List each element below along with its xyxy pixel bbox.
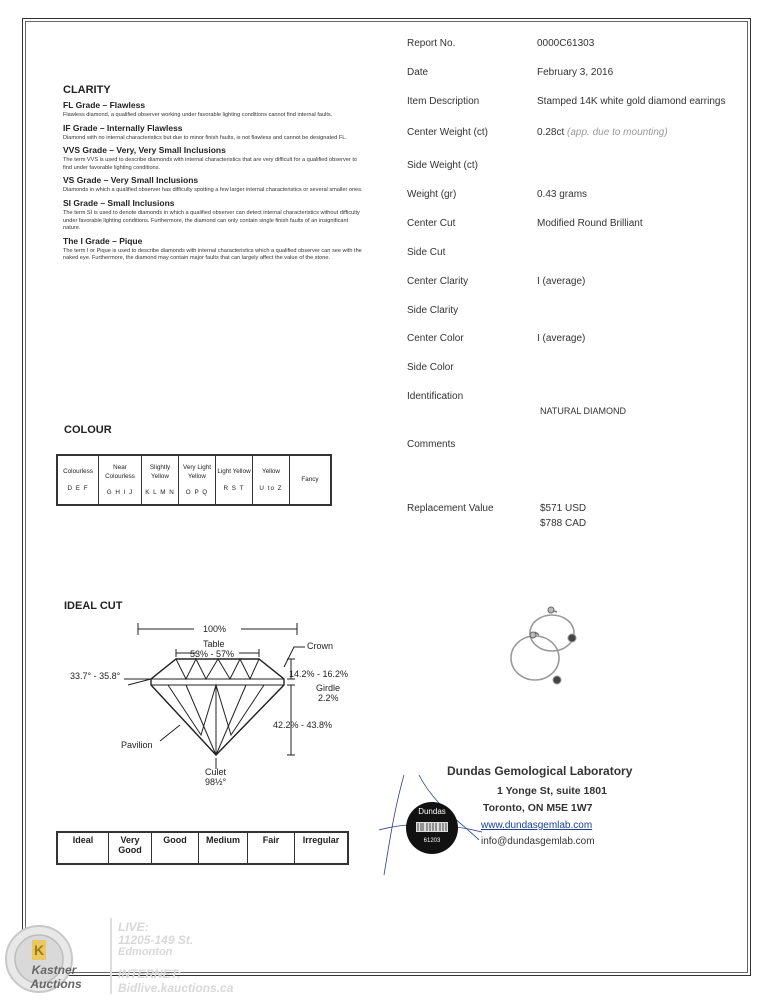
table-label: Table [203, 639, 225, 649]
field-label-report-no: Report No. [407, 38, 456, 49]
cut-grade-cell: Medium [199, 832, 248, 864]
field-value-center-clarity: I (average) [537, 276, 586, 287]
earring-hoop-front [511, 636, 559, 680]
center-weight-note: (app. due to mounting) [567, 127, 668, 138]
earring-post-back [548, 607, 554, 613]
clarity-section [63, 84, 363, 266]
colour-name: Slightly Yellow [149, 464, 171, 480]
lab-website-link[interactable]: www.dundasgemlab.com [481, 820, 593, 831]
colour-code: G H I J [106, 489, 134, 496]
crown-label: Crown [307, 641, 334, 651]
cut-grade-cell: Irregular [295, 832, 349, 864]
earrings-photo [495, 598, 585, 698]
grade-desc: Diamond with no internal characteristics but due to minor finish faults, is not flawless and cannot be designated FL. [63, 134, 347, 141]
field-label-center-cut: Center Cut [407, 218, 456, 229]
field-value-date: February 3, 2016 [537, 67, 614, 78]
lab-address-line1: 1 Yonge St, suite 1801 [497, 785, 607, 797]
field-value-center-cut: Modified Round Brilliant [537, 218, 643, 229]
auction-internet-label: INTERNET: [118, 967, 182, 981]
grade-desc: Diamonds in which a qualified observer has difficulty spotting a few larger internal characteristics or several smaller ones. [63, 187, 363, 194]
grade-if [63, 123, 363, 143]
colour-code: R S T [223, 484, 245, 492]
colour-cell [141, 456, 178, 504]
colour-name: Yellow [262, 468, 280, 476]
center-weight-value: 0.28ct [537, 127, 565, 138]
culet-label: Culet [205, 767, 227, 777]
lab-address-line2: Toronto, ON M5E 1W7 [483, 802, 593, 814]
colour-cell [289, 456, 330, 504]
grade-fl [63, 100, 363, 120]
grade-title: VVS Grade – Very, Very Small Inclusions [63, 145, 226, 156]
earring-post-front [530, 632, 536, 638]
seal-text: Dundas [418, 807, 446, 816]
colour-cell [252, 456, 289, 504]
auction-logo-top: Kastner [31, 963, 77, 977]
colour-code: O P Q [185, 489, 209, 496]
colour-cell [98, 456, 141, 504]
field-label-center-color: Center Color [407, 333, 464, 344]
pavilion-depth-label: 42.2% - 43.8% [273, 720, 333, 730]
cut-grade-cell: Fair [248, 832, 295, 864]
field-value-center-weight [537, 127, 668, 138]
field-label-side-clarity: Side Clarity [407, 305, 459, 316]
grade-title: The I Grade – Pique [63, 235, 143, 246]
auction-internet-url[interactable]: Bidlive.kauctions.ca [118, 981, 234, 995]
field-label-replacement-value: Replacement Value [407, 503, 494, 514]
colour-code: U to Z [259, 484, 283, 492]
field-label-item-description: Item Description [407, 96, 480, 107]
earring-stone-front [553, 676, 561, 684]
cut-grade-cell: Ideal [72, 835, 94, 845]
field-label-center-clarity: Center Clarity [407, 276, 469, 287]
lab-seal-logo [374, 770, 484, 880]
colour-cell [178, 456, 215, 504]
field-value-item-description: Stamped 14K white gold diamond earrings [537, 96, 726, 107]
field-label-center-weight: Center Weight (ct) [407, 127, 488, 138]
lab-email: info@dundasgemlab.com [481, 836, 595, 847]
cut-grade-table [56, 831, 349, 865]
colour-title: COLOUR [64, 424, 112, 436]
grade-si [63, 198, 363, 233]
grade-title: SI Grade – Small Inclusions [63, 197, 175, 208]
grade-desc: The term I or Pique is used to describe diamonds with internal characteristics which a qualified observer can see with the naked eye. Furthermore, the diamond may contain major faults that can largely affect the value of the stone. [63, 247, 362, 262]
grade-title: FL Grade – Flawless [63, 100, 146, 110]
crown-height-label: 14.2% - 16.2% [289, 669, 349, 679]
field-value-replacement-usd: $571 USD [540, 503, 587, 514]
table-range-label: 53% - 57% [190, 649, 235, 659]
field-label-side-weight: Side Weight (ct) [407, 160, 478, 171]
clarity-title: CLARITY [63, 84, 111, 96]
auction-live-address: 11205-149 St. [118, 933, 194, 947]
grade-vs [63, 175, 363, 195]
field-value-identification: NATURAL DIAMOND [540, 406, 627, 416]
field-value-center-color: I (average) [537, 333, 586, 344]
colour-code: D E F [67, 484, 89, 492]
field-value-replacement-cad: $788 CAD [540, 518, 587, 529]
colour-scale-table [56, 454, 332, 506]
seal-number: 61203 [423, 838, 441, 844]
field-value-weight: 0.43 grams [537, 189, 588, 200]
colour-name: Near Colourless [105, 464, 135, 480]
auction-divider [110, 918, 112, 994]
girdle-label: Girdle [316, 683, 341, 693]
grade-desc: The term VVS is used to describe diamonds with internal characteristics that are very difficult for a qualified observer to find under favorable lighting conditions. [63, 157, 358, 171]
field-label-date: Date [407, 67, 429, 78]
grade-vvs [63, 145, 363, 172]
field-label-weight: Weight (gr) [407, 189, 457, 200]
cut-grade-cell: Good [152, 832, 199, 864]
grade-desc: Flawless diamond, a qualified observer working under favorable lighting conditions cannot find internal faults. [63, 112, 333, 118]
culet-value-label: 98½° [205, 777, 227, 787]
auction-logo-k: K [33, 942, 45, 958]
crown-angle-label: 33.7° - 35.8° [70, 671, 121, 681]
earring-stone-back [568, 634, 576, 642]
auction-live-city: Edmonton [118, 946, 173, 958]
grade-title: VS Grade – Very Small Inclusions [63, 175, 199, 186]
grade-title: IF Grade – Internally Flawless [63, 122, 183, 133]
lab-name: Dundas Gemological Laboratory [447, 764, 633, 778]
field-label-comments: Comments [407, 439, 456, 450]
auction-logo-bottom: Auctions [30, 977, 82, 991]
ideal-cut-title: IDEAL CUT [64, 600, 123, 612]
field-label-side-color: Side Color [407, 362, 454, 373]
width-label: 100% [203, 624, 227, 634]
cut-grade-cell: Very Good [109, 832, 152, 864]
colour-cell [58, 456, 98, 504]
field-value-report-no: 0000C61303 [537, 38, 595, 49]
field-label-identification: Identification [407, 391, 464, 402]
colour-code: K L M N [145, 489, 175, 496]
auction-logo [2, 922, 106, 996]
pavilion-label: Pavilion [121, 740, 153, 750]
field-label-side-cut: Side Cut [407, 247, 446, 258]
girdle-value-label: 2.2% [318, 693, 339, 703]
colour-name: Light Yellow [217, 468, 251, 476]
colour-name: Very Light Yellow [182, 464, 211, 480]
colour-name: Colourless [63, 468, 93, 476]
auction-live-label: LIVE: [118, 920, 149, 934]
colour-cell [215, 456, 252, 504]
colour-name: Fancy [301, 475, 319, 483]
grade-desc: The term SI is used to denote diamonds in which a qualified observer can detect internal characteristics without difficulty under favorable lighting conditions. Furthermore, the diamond can only contain single finish faults of an insignificant nature. [63, 209, 360, 232]
grade-i [63, 236, 363, 263]
